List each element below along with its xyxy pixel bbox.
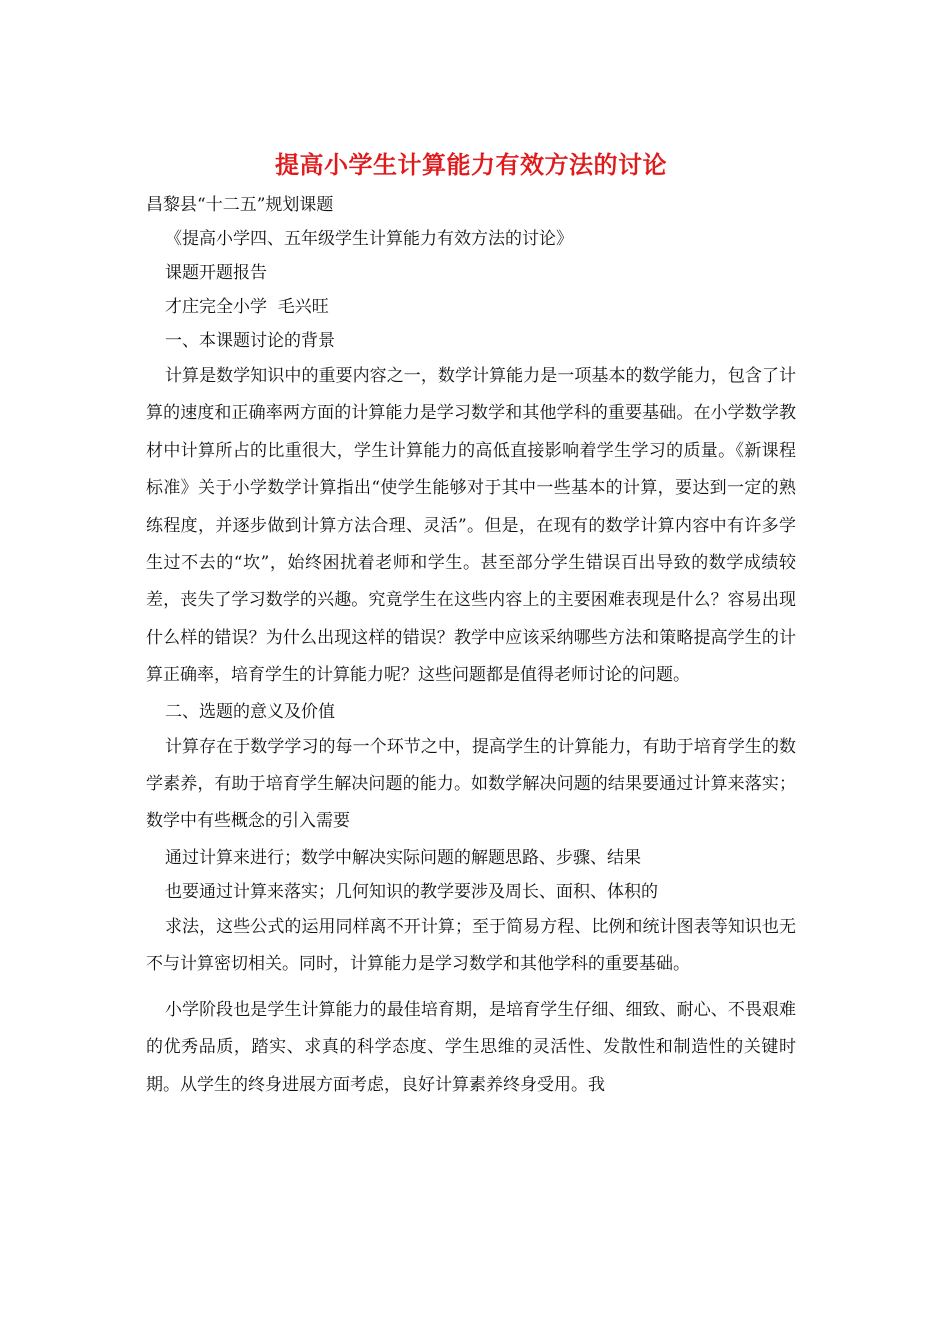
document-title: 提高小学生计算能力有效方法的讨论 <box>275 150 667 179</box>
section2-paragraph-d: 求法，这些公式的运用同样离不开计算；至于简易方程、比例和统计图表等知识也无不与计算密切相关。同时，计算能力是学习数学和其他学科的重要基础。 <box>146 916 796 975</box>
section1-heading: 一、本课题讨论的背景 <box>165 331 335 351</box>
author-line: 才庄完全小学 毛兴旺 <box>165 297 329 317</box>
report-type: 课题开题报告 <box>165 263 267 283</box>
section2-line-c: 也要通过计算来落实；几何知识的教学要涉及周长、面积、体积的 <box>165 881 658 902</box>
section2-paragraph-a: 计算存在于数学学习的每一个环节之中，提高学生的计算能力，有助于培育学生的数学素养，有助于培育学生解决问题的能力。如数学解决问题的结果要通过计算来落实；数学中有些概念的引入需要 <box>146 736 796 832</box>
document-page <box>146 148 796 1104</box>
paragraph-gap <box>146 984 796 992</box>
section1-paragraph: 计算是数学知识中的重要内容之一，数学计算能力是一项基本的数学能力，包含了计算的速度和正确率两方面的计算能力是学习数学和其他学科的重要基础。在小学数学教材中计算所占的比重很大，学生计算能力的高低直接影响着学生学习的质量。《新课程标准》关于小学数学计算指出“使学生能够对于其中一些基本的计算，要达到一定的熟练程度，并逐步做到计算方法合理、灵活”。但是，在现有的数学计算内容中有许多学生过不去的“坎”，始终困扰着老师和学生。甚至部分学生错误百出导致的数学成绩较差，丧失了学习数学的兴趣。究竟学生在这些内容上的主要困难表现是什么？容易出现什么样的错误？为什么出现这样的错误？教学中应该采纳哪些方法和策略提高学生的计算正确率，培育学生的计算能力呢？这些问题都是值得老师讨论的问题。 <box>146 366 796 686</box>
section2-paragraph-e: 小学阶段也是学生计算能力的最佳培育期，是培育学生仔细、细致、耐心、不畏艰难的优秀品质，踏实、求真的科学态度、学生思维的灵活性、发散性和制造性的关键时期。从学生的终身进展方面考虑，良好计算素养终身受用。我 <box>146 999 796 1095</box>
document-subtitle: 昌黎县“十二五”规划课题 <box>146 195 334 215</box>
section2-heading: 二、选题的意义及价值 <box>165 701 335 722</box>
section2-line-b: 通过计算来进行；数学中解决实际问题的解题思路、步骤、结果 <box>165 847 641 868</box>
project-name: 《提高小学四、五年级学生计算能力有效方法的讨论》 <box>165 229 573 249</box>
